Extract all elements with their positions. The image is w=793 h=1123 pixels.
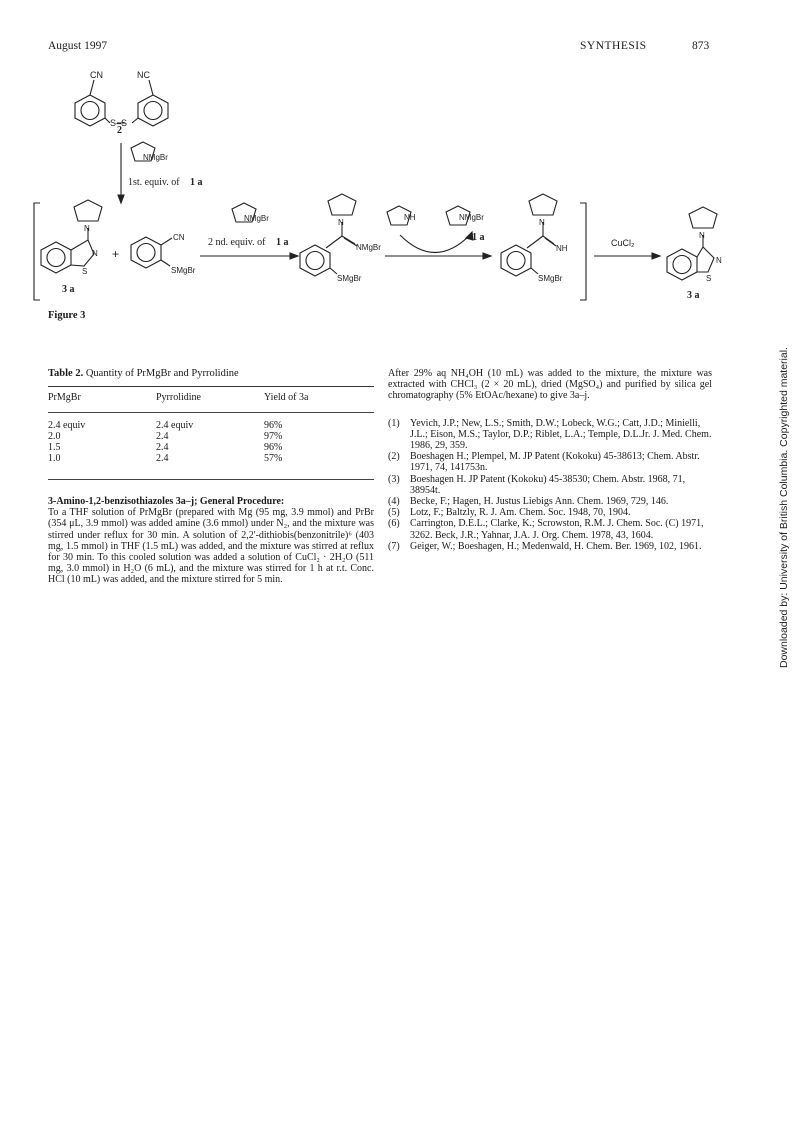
benzene-ring-right — [138, 95, 168, 126]
reference-item: (1) Yevich, J.P.; New, L.S.; Smith, D.W.; Lobeck, W.G.; Catt, J.D.; Minielli, J.L.; Eison, M.S.; Taylor, D.P.; Riblet, L.A.; Temple, D.L.Jr. J. Med. Chem. 1986, 29, 359. — [388, 417, 712, 452]
benzene-ring-smgbr — [131, 237, 161, 268]
table-cell: 2.4 equiv — [48, 420, 86, 431]
product-3a-label: 3 a — [687, 290, 700, 301]
references-list — [388, 418, 712, 552]
nmgbr-label-reagent: NMgBr — [143, 153, 168, 162]
pyrrolidine-ring-3a — [74, 200, 102, 221]
compound-2-label: 2 — [117, 125, 122, 136]
ss-label: S–S — [110, 118, 128, 128]
procedure-title: 3-Amino-1,2-benzisothiazoles 3a–j; General Procedure: — [48, 496, 285, 507]
plus-sign: + — [112, 247, 120, 261]
reference-item: (7) Geiger, W.; Boeshagen, H.; Medenwald, H. Chem. Ber. 1969, 102, 1961. — [388, 540, 702, 552]
n-atom-product: N — [699, 231, 705, 240]
n-atom-ring-product: N — [716, 256, 722, 265]
figure-caption: Figure 3 — [48, 310, 86, 321]
reference-item: (2) Boeshagen H.; Plempel, M. JP Patent (Kokoku) 45-38613; Chem. Abstr. 1971, 74, 141753n. — [388, 451, 700, 474]
cn-label-smgbr: CN — [173, 233, 185, 242]
right-column — [388, 368, 712, 552]
step2-compound: 1 a — [276, 237, 289, 248]
nh-label: NH — [404, 213, 416, 222]
smgbr-label-2: SMgBr — [337, 274, 362, 283]
procedure-body: To a THF solution of PrMgBr (prepared with Mg (95 mg, 3.9 mmol) and PrBr (354 μL, 3.9 mmol) was added amine (3.6 mmol) under N₂, and the mixture was stirred under reflux for 30 min. A solution of 2,2'-dithiobis(benzonitrile)⁶ (403 mg, 1.5 mmol) in THF (1.5 mL) was added, and the mixture was stirred at reflux for 30 min. To this cooled solution was added a solution of CuCl₂ · 2H₂O (511 mg, 3.0 mmol) in H₂O (6 mL), and the mixture was stirred for 1 h at r.t. Conc. HCl (10 mL) was added, and the mixture stirred for 5 min. — [48, 507, 374, 586]
table-cell: 1.5 — [48, 442, 61, 453]
benzene-ring-amidine — [300, 245, 330, 276]
table-cell: 57% — [264, 453, 283, 464]
quantity-table — [48, 392, 374, 464]
table-cell: 96% — [264, 420, 283, 431]
benzene-ring-left — [75, 95, 105, 126]
pyrrolidine-ring-product — [689, 207, 717, 228]
table-header-cell: PrMgBr — [48, 392, 81, 403]
nmgbr-label-2: NMgBr — [244, 214, 269, 223]
n-atom-3a: N — [84, 224, 90, 233]
procedure-continuation: After 29% aq NH₄OH (10 mL) was added to the mixture, the mixture was extracted with CHCl₃ (2 × 20 mL), dried (MgSO₄) and purified by silica gel chromatography (5% EtOAc/hexane) to give 3a–j. — [388, 368, 712, 402]
benzene-ring-product — [667, 249, 697, 280]
table-row — [48, 442, 374, 453]
reaction-scheme — [0, 60, 793, 310]
table-row — [48, 453, 374, 464]
step1-compound: 1 a — [190, 177, 203, 188]
table-cell: 2.4 — [156, 442, 169, 453]
table-row — [48, 431, 374, 442]
table-cell: 2.4 equiv — [156, 420, 194, 431]
table-rule-bottom — [48, 479, 374, 480]
table-caption — [48, 368, 239, 379]
table-cell: 2.4 — [156, 431, 169, 442]
reference-item: (4) Becke, F.; Hagen, H. Justus Liebigs Ann. Chem. 1969, 729, 146. — [388, 496, 669, 508]
table-rule-mid — [48, 412, 374, 413]
header-journal: SYNTHESIS — [580, 40, 647, 52]
table-cell: 2.0 — [48, 431, 61, 442]
step2-label: 2 nd. equiv. of — [208, 237, 266, 248]
table-header-cell: Pyrrolidine — [156, 392, 201, 403]
nmgbr-label-amidine: NMgBr — [356, 243, 381, 252]
reference-item: (3) Boeshagen H. JP Patent (Kokoku) 45-38530; Chem. Abstr. 1968, 71, 38954t. — [388, 473, 686, 496]
step1-label: 1st. equiv. of — [128, 177, 180, 188]
header-page-number: 873 — [692, 40, 710, 52]
n-atom-amidine: N — [338, 218, 344, 227]
nh-imine-label: NH — [556, 244, 568, 253]
download-watermark: Downloaded by: University of British Columbia. Copyrighted material. — [778, 347, 790, 668]
n-atom-imine: N — [539, 218, 545, 227]
table-header-cell: Yield of 3a — [264, 392, 309, 403]
benzene-ring-3a — [41, 242, 71, 273]
table-caption-label: Table 2. — [48, 368, 84, 379]
procedure-section — [48, 496, 374, 586]
table-cell: 2.4 — [156, 453, 169, 464]
table-caption-text: Quantity of PrMgBr and Pyrrolidine — [85, 368, 239, 379]
header-date: August 1997 — [48, 40, 108, 52]
table-row — [48, 420, 374, 431]
s-atom-3a: S — [82, 267, 88, 276]
n-atom-ring-3a: N — [92, 249, 98, 258]
cn-label: CN — [90, 70, 103, 80]
reference-item: (6) Carrington, D.E.L.; Clarke, K.; Scrowston, R.M. J. Chem. Soc. (C) 1971, 3262. Beck, J.R.; Yahnar, J.A. J. Org. Chem. 1978, 43, 1604. — [388, 518, 704, 541]
table-cell: 1.0 — [48, 453, 61, 464]
pyrrolidine-ring-amidine — [328, 194, 356, 215]
cucl2-label: CuCl₂ — [611, 238, 635, 248]
table-cell: 96% — [264, 442, 283, 453]
reference-item: (5) Lotz, F.; Baltzly, R. J. Am. Chem. Soc. 1948, 70, 1904. — [388, 507, 631, 519]
smgbr-label-1: SMgBr — [171, 266, 196, 275]
table-rule-top — [48, 386, 374, 387]
table-cell: 97% — [264, 431, 283, 442]
compound-3a-label: 3 a — [62, 284, 75, 295]
pyrrolidine-ring-imine — [529, 194, 557, 215]
nc-label: NC — [137, 70, 150, 80]
smgbr-label-3: SMgBr — [538, 274, 563, 283]
benzene-ring-imine — [501, 245, 531, 276]
s-atom-product: S — [706, 274, 712, 283]
nmgbr-label-3: NMgBr — [459, 213, 484, 222]
table-header-row — [48, 392, 374, 403]
exchange-compound: 1 a — [472, 232, 485, 243]
